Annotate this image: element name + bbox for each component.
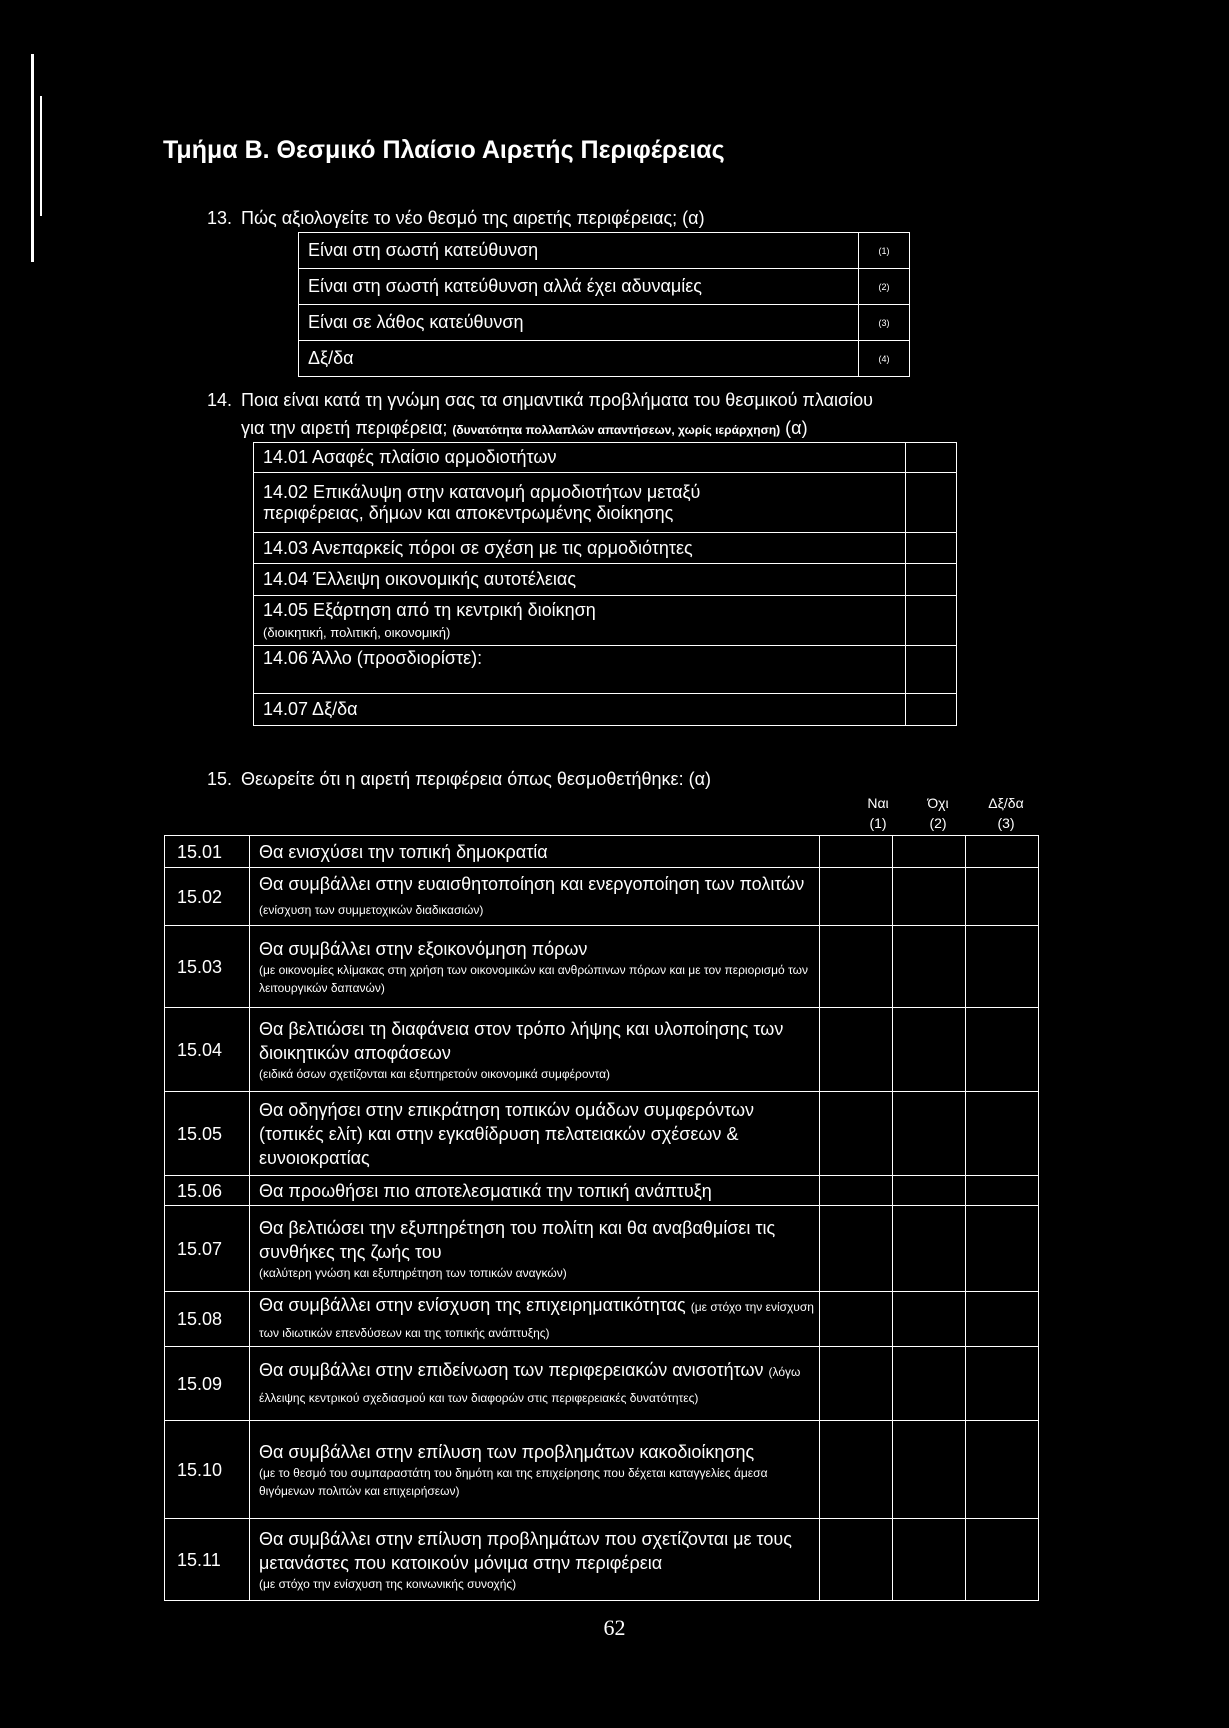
q15-row-main-text: Θα οδηγήσει στην επικράτηση τοπικών ομάδων συμφερόντων (τοπικές ελίτ) και στην εγκαθίδρυση πελατειακών σχέσεων & ευνοιοκρατίας [259, 1099, 755, 1168]
q15-column-header-yes [848, 793, 908, 833]
q13-option-row [299, 233, 910, 269]
q15-row [165, 1519, 1039, 1601]
question-14-number: 14. [207, 390, 233, 410]
q15-row-subtext: (καλύτερη γνώση και εξυπηρέτηση των τοπικών αναγκών) [259, 1265, 567, 1280]
q15-no-checkbox[interactable] [893, 1421, 966, 1519]
q14-item-checkbox[interactable] [906, 694, 957, 726]
question-14-text-line2: για την αιρετή περιφέρεια; [241, 418, 448, 438]
q13-option-code[interactable]: (4) [859, 341, 910, 377]
question-15-statements-table [164, 835, 1039, 1601]
q15-row-statement [250, 868, 820, 926]
q15-row-number: 15.03 [165, 926, 250, 1008]
q15-yes-checkbox[interactable] [820, 1092, 893, 1176]
q15-no-checkbox[interactable] [893, 1008, 966, 1092]
q15-dk-checkbox[interactable] [966, 1519, 1039, 1601]
q15-dk-checkbox[interactable] [966, 1347, 1039, 1421]
q15-no-checkbox[interactable] [893, 1519, 966, 1601]
question-14-text-line1: Ποια είναι κατά τη γνώμη σας τα σημαντικά προβλήματα του θεσμικού πλαισίου [241, 390, 873, 410]
q15-column-label: Όχι [927, 795, 949, 811]
q15-row [165, 1176, 1039, 1206]
q13-option-label: Είναι στη σωστή κατεύθυνση [299, 233, 859, 269]
q15-row-number: 15.09 [165, 1347, 250, 1421]
q15-column-code: (2) [929, 815, 947, 831]
q15-yes-checkbox[interactable] [820, 836, 893, 868]
question-14-suffix: (α) [785, 418, 808, 438]
question-14-options-table [253, 442, 957, 726]
q14-item-row [254, 564, 957, 596]
q14-item-label [254, 694, 906, 726]
q15-column-header-no [908, 793, 968, 833]
q15-row-main-text: Θα συμβάλλει στην εξοικονόμηση πόρων [259, 938, 588, 959]
q14-item-label [254, 596, 906, 646]
q14-item-checkbox[interactable] [906, 564, 957, 596]
q15-yes-checkbox[interactable] [820, 1206, 893, 1292]
q14-item-checkbox[interactable] [906, 596, 957, 646]
question-13-number: 13. [207, 208, 233, 228]
q15-row-main-text: Θα προωθήσει πιο αποτελεσματικά την τοπική ανάπτυξη [259, 1180, 712, 1201]
q14-item-label [254, 646, 906, 694]
q15-row-statement [250, 1092, 820, 1176]
q15-row [165, 868, 1039, 926]
q15-yes-checkbox[interactable] [820, 1008, 893, 1092]
q13-option-row [299, 341, 910, 377]
q14-item-checkbox[interactable] [906, 646, 957, 694]
q14-item-label [254, 473, 906, 533]
q15-yes-checkbox[interactable] [820, 868, 893, 926]
q15-row-statement [250, 836, 820, 868]
q15-row [165, 836, 1039, 868]
q14-item-row [254, 443, 957, 473]
q14-item-subtext: (διοικητική, πολιτική, οικονομική) [263, 624, 451, 640]
question-13-text: Πώς αξιολογείτε το νέο θεσμό της αιρετής περιφέρειας; (α) [241, 208, 705, 228]
q15-row-number: 15.06 [165, 1176, 250, 1206]
q15-column-label: Ναι [867, 795, 889, 811]
q13-option-code[interactable]: (3) [859, 305, 910, 341]
q15-dk-checkbox[interactable] [966, 1008, 1039, 1092]
q15-row-statement [250, 1421, 820, 1519]
q15-row-subtext: (ειδικά όσων σχετίζονται και εξυπηρετούν οικονομικά συμφέροντα) [259, 1066, 611, 1081]
q15-no-checkbox[interactable] [893, 926, 966, 1008]
q15-column-label: Δξ/δα [988, 795, 1024, 811]
question-13-options-table [298, 232, 910, 377]
q15-row-subtext: (λόγω έλλειψης κεντρικού σχεδιασμού και των διαφορών στις περιφερειακές δυνατότητες) [259, 1364, 801, 1405]
q15-no-checkbox[interactable] [893, 1292, 966, 1347]
q15-yes-checkbox[interactable] [820, 926, 893, 1008]
page-number: 62 [603, 1615, 626, 1640]
q15-no-checkbox[interactable] [893, 836, 966, 868]
q14-item-row [254, 694, 957, 726]
q13-option-label: Είναι στη σωστή κατεύθυνση αλλά έχει αδυναμίες [299, 269, 859, 305]
q14-item-text: 14.04 Έλλειψη οικονομικής αυτοτέλειας [263, 569, 576, 589]
q13-option-label: Είναι σε λάθος κατεύθυνση [299, 305, 859, 341]
q14-item-text: 14.05 Εξάρτηση από τη κεντρική διοίκηση [263, 599, 596, 620]
q14-item-label [254, 564, 906, 596]
q15-no-checkbox[interactable] [893, 1347, 966, 1421]
q15-row-subtext: (με οικονομίες κλίμακας στη χρήση των οικονομικών και ανθρώπινων πόρων και με τον περιορισμό των λειτουργικών δαπανών) [259, 962, 809, 995]
q15-dk-checkbox[interactable] [966, 868, 1039, 926]
q14-item-row [254, 533, 957, 564]
q14-item-row [254, 473, 957, 533]
q14-item-text: 14.03 Ανεπαρκείς πόροι σε σχέση με τις αρμοδιότητες [263, 537, 693, 558]
q15-row-main-text: Θα βελτιώσει τη διαφάνεια στον τρόπο λήψης και υλοποίησης των διοικητικών αποφάσεων [259, 1018, 784, 1063]
q15-row [165, 1092, 1039, 1176]
question-15-number: 15. [207, 769, 233, 789]
q15-row-main-text: Θα ενισχύσει την τοπική δημοκρατία [259, 841, 548, 862]
q15-row-statement [250, 1176, 820, 1206]
q15-row-number: 15.04 [165, 1008, 250, 1092]
left-edge-line-2 [40, 96, 42, 216]
q14-item-text-line2: περιφέρειας, δήμων και αποκεντρωμένης διοίκησης [263, 502, 674, 523]
q15-yes-checkbox[interactable] [820, 1292, 893, 1347]
q15-row-main-text: Θα συμβάλλει στην ενίσχυση της επιχειρηματικότητας [259, 1295, 686, 1315]
q15-row-statement [250, 926, 820, 1008]
q15-yes-checkbox[interactable] [820, 1421, 893, 1519]
q15-row [165, 1421, 1039, 1519]
section-title: Τμήμα Β. Θεσμικό Πλαίσιο Αιρετής Περιφέρειας [163, 136, 725, 164]
q15-dk-checkbox[interactable] [966, 1421, 1039, 1519]
q14-item-checkbox[interactable] [906, 533, 957, 564]
question-15 [207, 769, 711, 790]
q14-item-checkbox[interactable] [906, 473, 957, 533]
q15-row-main-text: Θα βελτιώσει την εξυπηρέτηση του πολίτη και θα αναβαθμίσει τις συνθήκες της ζωής του [259, 1217, 776, 1262]
q15-dk-checkbox[interactable] [966, 1292, 1039, 1347]
q13-option-code[interactable]: (2) [859, 269, 910, 305]
q15-dk-checkbox[interactable] [966, 1176, 1039, 1206]
q15-row-statement [250, 1347, 820, 1421]
q14-item-text: 14.02 Επικάλυψη στην κατανομή αρμοδιοτήτων μεταξύ [263, 481, 701, 502]
q15-row-number: 15.08 [165, 1292, 250, 1347]
q15-row [165, 1206, 1039, 1292]
q15-row-main-text: Θα συμβάλλει στην επιδείνωση των περιφερειακών ανισοτήτων [259, 1359, 764, 1380]
q15-no-checkbox[interactable] [893, 1206, 966, 1292]
q15-yes-checkbox[interactable] [820, 1176, 893, 1206]
q15-row-main-text: Θα συμβάλλει στην ευαισθητοποίηση και ενεργοποίηση των πολιτών [259, 873, 805, 894]
q15-no-checkbox[interactable] [893, 1092, 966, 1176]
question-13 [207, 208, 705, 229]
q13-option-code[interactable]: (1) [859, 233, 910, 269]
q13-option-row [299, 269, 910, 305]
q13-option-row [299, 305, 910, 341]
q14-item-text: 14.07 Δξ/δα [263, 699, 358, 719]
q15-column-code: (1) [869, 815, 887, 831]
q13-option-label: Δξ/δα [299, 341, 859, 377]
q15-row-statement [250, 1206, 820, 1292]
q15-row-statement [250, 1008, 820, 1092]
q15-row-statement [250, 1519, 820, 1601]
left-edge-line [31, 54, 34, 262]
q15-dk-checkbox[interactable] [966, 836, 1039, 868]
q15-row [165, 1347, 1039, 1421]
q15-row [165, 926, 1039, 1008]
q15-dk-checkbox[interactable] [966, 1092, 1039, 1176]
q15-row-main-text: Θα συμβάλλει στην επίλυση των προβλημάτων κακοδιοίκησης [259, 1441, 755, 1462]
q15-row-number: 15.02 [165, 868, 250, 926]
q15-no-checkbox[interactable] [893, 1176, 966, 1206]
q15-row-number: 15.05 [165, 1092, 250, 1176]
q15-row-main-text: Θα συμβάλλει στην επίλυση προβλημάτων που σχετίζονται με τους μετανάστες που κατοικούν μόνιμα στην περιφέρεια [259, 1528, 792, 1573]
q15-row [165, 1008, 1039, 1092]
q15-row-subtext: (με στόχο την ενίσχυση των ιδιωτικών επενδύσεων και της τοπικής ανάπτυξης) [259, 1300, 814, 1340]
q15-dk-checkbox[interactable] [966, 1206, 1039, 1292]
question-15-text: Θεωρείτε ότι η αιρετή περιφέρεια όπως θεσμοθετήθηκε: (α) [241, 769, 711, 789]
q15-row-number: 15.07 [165, 1206, 250, 1292]
q15-dk-checkbox[interactable] [966, 926, 1039, 1008]
q14-item-label [254, 443, 906, 473]
question-14-line2 [241, 418, 808, 439]
q15-no-checkbox[interactable] [893, 868, 966, 926]
question-14-note: (δυνατότητα πολλαπλών απαντήσεων, χωρίς ιεράρχηση) [452, 423, 781, 437]
q15-row-subtext: (με το θεσμό του συμπαραστάτη του δημότη και της επιχείρησης που δέχεται καταγγελίες άμεσα θιγόμενων πολιτών και επιχειρήσεων) [259, 1465, 768, 1498]
q15-column-code: (3) [997, 815, 1015, 831]
q15-row [165, 1292, 1039, 1347]
q15-column-header-dk [976, 793, 1036, 833]
q15-row-subtext: (ενίσχυση των συμμετοχικών διαδικασιών) [259, 902, 484, 917]
q15-yes-checkbox[interactable] [820, 1519, 893, 1601]
q15-row-number: 15.11 [165, 1519, 250, 1601]
q14-item-row [254, 646, 957, 694]
q15-row-statement [250, 1292, 820, 1347]
q14-item-row [254, 596, 957, 646]
q14-item-text: 14.01 Ασαφές πλαίσιο αρμοδιοτήτων [263, 447, 557, 467]
q14-item-text: 14.06 Άλλο (προσδιορίστε): [263, 648, 483, 668]
q15-row-number: 15.01 [165, 836, 250, 868]
q15-yes-checkbox[interactable] [820, 1347, 893, 1421]
question-14 [207, 390, 873, 411]
q15-row-number: 15.10 [165, 1421, 250, 1519]
q14-item-checkbox[interactable] [906, 443, 957, 473]
q15-row-subtext: (με στόχο την ενίσχυση της κοινωνικής συνοχής) [259, 1576, 517, 1591]
q14-item-label [254, 533, 906, 564]
